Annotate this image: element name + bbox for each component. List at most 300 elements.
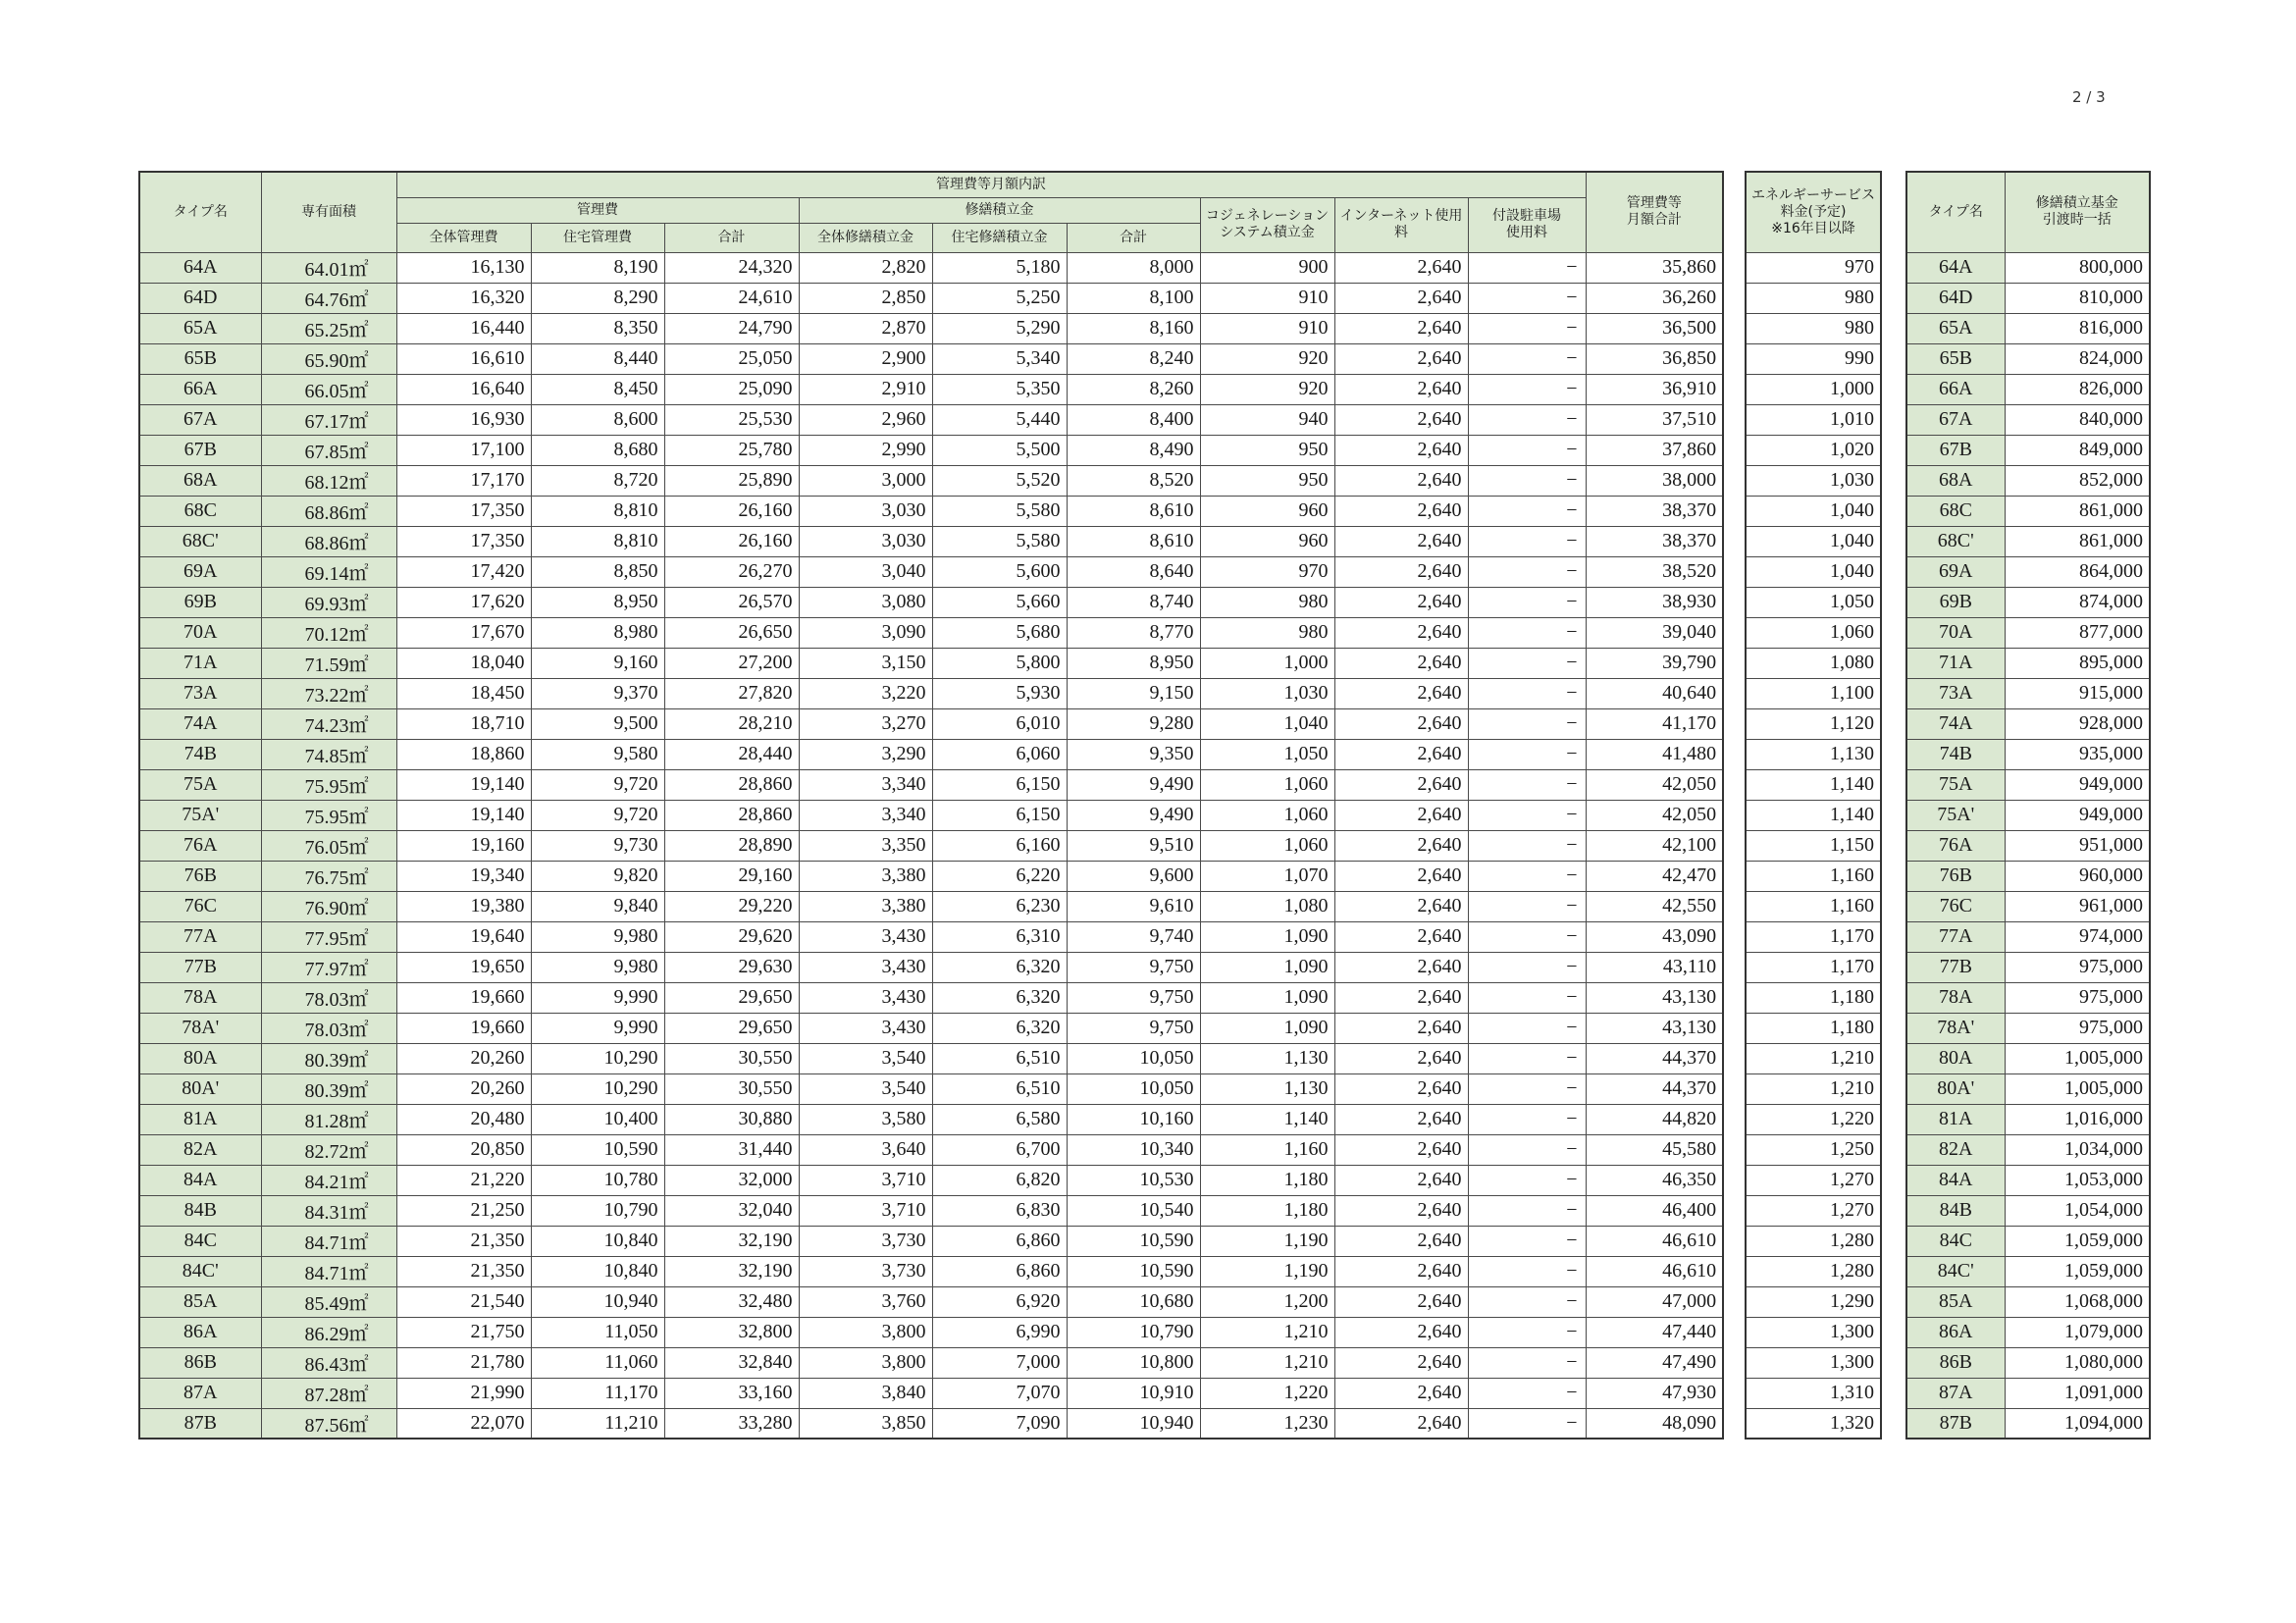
- cell-repair-sum: 9,740: [1067, 921, 1200, 952]
- table-row: [1906, 1013, 2150, 1043]
- cell-type-name: 68C: [1906, 496, 2005, 526]
- cell-mgmt-residential: 9,730: [531, 830, 664, 861]
- cell-parking: −: [1468, 283, 1586, 313]
- cell-monthly-total: 46,610: [1586, 1226, 1723, 1256]
- cell-mgmt-overall: 17,670: [396, 617, 531, 648]
- cell-mgmt-residential: 10,400: [531, 1104, 664, 1134]
- cell-parking: −: [1468, 496, 1586, 526]
- cell-mgmt-overall: 22,070: [396, 1408, 531, 1439]
- table-row: [1906, 617, 2150, 648]
- cell-mgmt-overall: 19,140: [396, 800, 531, 830]
- area-value: 69.93: [304, 594, 349, 615]
- cell-energy-fee: 1,010: [1746, 404, 1881, 435]
- cell-repair-fund: 961,000: [2005, 891, 2150, 921]
- cell-cogeneration: 1,060: [1200, 830, 1334, 861]
- cell-mgmt-overall: 16,130: [396, 252, 531, 283]
- cell-cogeneration: 1,190: [1200, 1226, 1334, 1256]
- cell-mgmt-residential: 10,790: [531, 1195, 664, 1226]
- header-fund-type-name: タイプ名: [1906, 172, 2005, 252]
- cell-area: [261, 404, 396, 435]
- cell-repair-residential: 6,860: [932, 1226, 1067, 1256]
- table-row: [1746, 252, 1881, 283]
- cell-repair-overall: 3,800: [799, 1347, 932, 1378]
- cell-energy-fee: 1,060: [1746, 617, 1881, 648]
- cell-type-name: 84C': [139, 1256, 261, 1286]
- cell-parking: −: [1468, 556, 1586, 587]
- cell-mgmt-sum: 33,280: [664, 1408, 799, 1439]
- cell-area: [261, 921, 396, 952]
- table-row: [139, 556, 1723, 587]
- cell-repair-overall: 3,730: [799, 1226, 932, 1256]
- table-row: [139, 800, 1723, 830]
- header-type-name: タイプ名: [139, 172, 261, 252]
- area-value: 80.39: [304, 1050, 349, 1072]
- cell-energy-fee: 1,180: [1746, 1013, 1881, 1043]
- cell-mgmt-overall: 19,160: [396, 830, 531, 861]
- table-row: [139, 1104, 1723, 1134]
- cell-area: [261, 283, 396, 313]
- cell-energy-fee: 1,280: [1746, 1256, 1881, 1286]
- cell-mgmt-sum: 32,000: [664, 1165, 799, 1195]
- cell-mgmt-overall: 21,750: [396, 1317, 531, 1347]
- cell-repair-fund: 949,000: [2005, 800, 2150, 830]
- cell-mgmt-overall: 17,620: [396, 587, 531, 617]
- cell-type-name: 77A: [1906, 921, 2005, 952]
- cell-type-name: 86A: [1906, 1317, 2005, 1347]
- cell-energy-fee: 1,030: [1746, 465, 1881, 496]
- cell-repair-residential: 7,090: [932, 1408, 1067, 1439]
- cell-parking: −: [1468, 1073, 1586, 1104]
- cell-repair-fund: 840,000: [2005, 404, 2150, 435]
- cell-energy-fee: 1,120: [1746, 708, 1881, 739]
- cell-internet: 2,640: [1334, 1347, 1468, 1378]
- cell-type-name: 64A: [1906, 252, 2005, 283]
- cell-repair-sum: 9,490: [1067, 800, 1200, 830]
- table-row: [139, 374, 1723, 404]
- table-row: [1746, 343, 1881, 374]
- cell-repair-residential: 6,700: [932, 1134, 1067, 1165]
- cell-parking: −: [1468, 739, 1586, 769]
- area-value: 86.43: [304, 1354, 349, 1376]
- cell-parking: −: [1468, 1408, 1586, 1439]
- cell-repair-fund: 1,016,000: [2005, 1104, 2150, 1134]
- cell-monthly-total: 38,930: [1586, 587, 1723, 617]
- header-energy-service: エネルギーサービス 料金(予定) ※16年目以降: [1746, 172, 1881, 252]
- cell-monthly-total: 43,110: [1586, 952, 1723, 982]
- cell-type-name: 66A: [139, 374, 261, 404]
- cell-repair-overall: 2,850: [799, 283, 932, 313]
- cell-internet: 2,640: [1334, 1378, 1468, 1408]
- table-row: [1746, 1195, 1881, 1226]
- cell-repair-fund: 1,091,000: [2005, 1378, 2150, 1408]
- table-row: [1746, 1408, 1881, 1439]
- cell-repair-sum: 9,750: [1067, 982, 1200, 1013]
- cell-repair-overall: 3,030: [799, 496, 932, 526]
- cell-energy-fee: 970: [1746, 252, 1881, 283]
- header-area: 専有面積: [261, 172, 396, 252]
- cell-monthly-total: 46,610: [1586, 1256, 1723, 1286]
- cell-mgmt-sum: 29,160: [664, 861, 799, 891]
- cell-type-name: 65B: [139, 343, 261, 374]
- cell-repair-sum: 8,240: [1067, 343, 1200, 374]
- cell-parking: −: [1468, 678, 1586, 708]
- cell-area: [261, 678, 396, 708]
- area-unit: ㎡: [348, 715, 369, 737]
- cell-repair-overall: 3,710: [799, 1165, 932, 1195]
- table-row: [1906, 708, 2150, 739]
- table-row: [1746, 1013, 1881, 1043]
- cell-repair-fund: 861,000: [2005, 526, 2150, 556]
- cell-cogeneration: 1,140: [1200, 1104, 1334, 1134]
- cell-mgmt-overall: 19,660: [396, 1013, 531, 1043]
- table-row: [139, 283, 1723, 313]
- cell-parking: −: [1468, 1317, 1586, 1347]
- cell-repair-fund: 816,000: [2005, 313, 2150, 343]
- cell-area: [261, 1104, 396, 1134]
- cell-cogeneration: 1,030: [1200, 678, 1334, 708]
- cell-cogeneration: 1,060: [1200, 800, 1334, 830]
- area-unit: ㎡: [348, 989, 369, 1011]
- cell-repair-overall: 3,220: [799, 678, 932, 708]
- cell-repair-sum: 10,050: [1067, 1043, 1200, 1073]
- cell-repair-fund: 861,000: [2005, 496, 2150, 526]
- cell-parking: −: [1468, 374, 1586, 404]
- cell-repair-residential: 6,320: [932, 952, 1067, 982]
- area-unit: ㎡: [348, 685, 369, 707]
- cell-mgmt-overall: 16,930: [396, 404, 531, 435]
- cell-type-name: 84A: [139, 1165, 261, 1195]
- area-unit: ㎡: [348, 1141, 369, 1163]
- table-row: [1906, 861, 2150, 891]
- cell-mgmt-overall: 19,640: [396, 921, 531, 952]
- cell-repair-overall: 2,910: [799, 374, 932, 404]
- cell-monthly-total: 42,470: [1586, 861, 1723, 891]
- cell-repair-residential: 5,580: [932, 526, 1067, 556]
- cell-type-name: 71A: [1906, 648, 2005, 678]
- cell-mgmt-sum: 25,780: [664, 435, 799, 465]
- table-row: [1746, 313, 1881, 343]
- table-row: [139, 1195, 1723, 1226]
- cell-energy-fee: 1,180: [1746, 982, 1881, 1013]
- cell-type-name: 86B: [139, 1347, 261, 1378]
- cell-repair-fund: 935,000: [2005, 739, 2150, 769]
- cell-monthly-total: 46,400: [1586, 1195, 1723, 1226]
- cell-mgmt-residential: 8,980: [531, 617, 664, 648]
- cell-monthly-total: 41,170: [1586, 708, 1723, 739]
- cell-type-name: 86B: [1906, 1347, 2005, 1378]
- table-row: [1746, 435, 1881, 465]
- area-unit: ㎡: [348, 1324, 369, 1345]
- table-row: [139, 769, 1723, 800]
- cell-type-name: 78A': [139, 1013, 261, 1043]
- cell-energy-fee: 1,220: [1746, 1104, 1881, 1134]
- cell-type-name: 66A: [1906, 374, 2005, 404]
- cell-type-name: 68A: [139, 465, 261, 496]
- area-unit: ㎡: [348, 807, 369, 828]
- cell-parking: −: [1468, 1347, 1586, 1378]
- cell-repair-fund: 951,000: [2005, 830, 2150, 861]
- cell-type-name: 74A: [139, 708, 261, 739]
- cell-cogeneration: 1,220: [1200, 1378, 1334, 1408]
- cell-repair-residential: 6,510: [932, 1043, 1067, 1073]
- cell-repair-sum: 10,790: [1067, 1317, 1200, 1347]
- cell-monthly-total: 42,100: [1586, 830, 1723, 861]
- table-row: [1746, 283, 1881, 313]
- cell-repair-fund: 852,000: [2005, 465, 2150, 496]
- header-repair-fund: 修繕積立基金 引渡時一括: [2005, 172, 2150, 252]
- table-row: [139, 1408, 1723, 1439]
- cell-mgmt-overall: 16,440: [396, 313, 531, 343]
- table-row: [139, 1073, 1723, 1104]
- cell-cogeneration: 980: [1200, 617, 1334, 648]
- area-unit: ㎡: [348, 1111, 369, 1132]
- cell-repair-fund: 1,034,000: [2005, 1134, 2150, 1165]
- cell-repair-overall: 3,540: [799, 1043, 932, 1073]
- table-row: [1906, 1165, 2150, 1195]
- cell-area: [261, 1408, 396, 1439]
- cell-repair-fund: 960,000: [2005, 861, 2150, 891]
- cell-mgmt-sum: 24,320: [664, 252, 799, 283]
- cell-energy-fee: 1,020: [1746, 435, 1881, 465]
- cell-repair-sum: 9,510: [1067, 830, 1200, 861]
- area-unit: ㎡: [348, 867, 369, 889]
- cell-type-name: 78A': [1906, 1013, 2005, 1043]
- cell-mgmt-sum: 26,160: [664, 496, 799, 526]
- table-row: [1746, 830, 1881, 861]
- cell-parking: −: [1468, 252, 1586, 283]
- area-value: 66.05: [304, 381, 349, 402]
- cell-type-name: 80A: [1906, 1043, 2005, 1073]
- cell-type-name: 69A: [139, 556, 261, 587]
- cell-mgmt-overall: 16,320: [396, 283, 531, 313]
- cell-monthly-total: 40,640: [1586, 678, 1723, 708]
- cell-energy-fee: 1,100: [1746, 678, 1881, 708]
- cell-type-name: 82A: [139, 1134, 261, 1165]
- cell-repair-fund: 1,068,000: [2005, 1286, 2150, 1317]
- table-row: [1746, 1378, 1881, 1408]
- cell-repair-residential: 6,230: [932, 891, 1067, 921]
- cell-mgmt-residential: 9,720: [531, 769, 664, 800]
- cell-cogeneration: 1,230: [1200, 1408, 1334, 1439]
- cell-monthly-total: 48,090: [1586, 1408, 1723, 1439]
- area-value: 75.95: [304, 776, 349, 798]
- table-row: [1906, 982, 2150, 1013]
- cell-repair-residential: 6,320: [932, 1013, 1067, 1043]
- table-row: [139, 861, 1723, 891]
- header-internet: インターネット使用 料: [1334, 197, 1468, 252]
- cell-monthly-total: 47,490: [1586, 1347, 1723, 1378]
- cell-type-name: 74B: [139, 739, 261, 769]
- cell-repair-overall: 3,430: [799, 921, 932, 952]
- cell-repair-sum: 8,520: [1067, 465, 1200, 496]
- table-row: [1746, 1226, 1881, 1256]
- cell-repair-sum: 8,100: [1067, 283, 1200, 313]
- table-row: [139, 678, 1723, 708]
- cell-monthly-total: 36,500: [1586, 313, 1723, 343]
- cell-mgmt-overall: 19,380: [396, 891, 531, 921]
- cell-mgmt-residential: 10,290: [531, 1043, 664, 1073]
- cell-mgmt-residential: 9,500: [531, 708, 664, 739]
- cell-type-name: 68C': [139, 526, 261, 556]
- cell-internet: 2,640: [1334, 982, 1468, 1013]
- cell-monthly-total: 41,480: [1586, 739, 1723, 769]
- cell-repair-fund: 1,094,000: [2005, 1408, 2150, 1439]
- cell-repair-residential: 6,310: [932, 921, 1067, 952]
- area-unit: ㎡: [348, 1263, 369, 1284]
- cell-area: [261, 617, 396, 648]
- cell-repair-residential: 5,440: [932, 404, 1067, 435]
- cell-type-name: 75A: [139, 769, 261, 800]
- table-row: [1906, 800, 2150, 830]
- cell-energy-fee: 1,050: [1746, 587, 1881, 617]
- table-row: [139, 1317, 1723, 1347]
- table-row: [1906, 496, 2150, 526]
- cell-type-name: 80A: [139, 1043, 261, 1073]
- area-value: 76.05: [304, 837, 349, 859]
- cell-repair-fund: 975,000: [2005, 982, 2150, 1013]
- cell-area: [261, 708, 396, 739]
- cell-monthly-total: 43,130: [1586, 1013, 1723, 1043]
- cell-internet: 2,640: [1334, 891, 1468, 921]
- cell-repair-overall: 3,350: [799, 830, 932, 861]
- table-row: [1906, 1317, 2150, 1347]
- cell-mgmt-overall: 21,350: [396, 1226, 531, 1256]
- cell-monthly-total: 47,440: [1586, 1317, 1723, 1347]
- cell-monthly-total: 42,050: [1586, 769, 1723, 800]
- area-unit: ㎡: [348, 411, 369, 433]
- area-value: 68.12: [304, 472, 349, 494]
- cell-mgmt-sum: 32,800: [664, 1317, 799, 1347]
- cell-type-name: 64D: [1906, 283, 2005, 313]
- cell-repair-residential: 6,150: [932, 800, 1067, 830]
- cell-monthly-total: 36,910: [1586, 374, 1723, 404]
- cell-parking: −: [1468, 526, 1586, 556]
- cell-internet: 2,640: [1334, 374, 1468, 404]
- cell-mgmt-residential: 9,990: [531, 1013, 664, 1043]
- page-number: 2 / 3: [2072, 88, 2106, 106]
- area-value: 84.21: [304, 1172, 349, 1193]
- area-value: 84.71: [304, 1263, 349, 1284]
- table-row: [1746, 1165, 1881, 1195]
- area-unit: ㎡: [348, 563, 369, 585]
- area-unit: ㎡: [348, 1020, 369, 1041]
- cell-mgmt-sum: 30,550: [664, 1043, 799, 1073]
- cell-repair-residential: 6,010: [932, 708, 1067, 739]
- cell-mgmt-overall: 16,610: [396, 343, 531, 374]
- cell-monthly-total: 36,260: [1586, 283, 1723, 313]
- cell-monthly-total: 44,370: [1586, 1073, 1723, 1104]
- area-unit: ㎡: [348, 1232, 369, 1254]
- table-row: [139, 404, 1723, 435]
- cell-mgmt-sum: 29,630: [664, 952, 799, 982]
- cell-energy-fee: 980: [1746, 283, 1881, 313]
- cell-parking: −: [1468, 769, 1586, 800]
- cell-repair-sum: 8,770: [1067, 617, 1200, 648]
- area-value: 67.85: [304, 442, 349, 463]
- cell-type-name: 64A: [139, 252, 261, 283]
- cell-mgmt-sum: 31,440: [664, 1134, 799, 1165]
- cell-internet: 2,640: [1334, 1104, 1468, 1134]
- cell-area: [261, 252, 396, 283]
- cell-parking: −: [1468, 343, 1586, 374]
- cell-repair-fund: 1,059,000: [2005, 1256, 2150, 1286]
- cell-repair-overall: 3,040: [799, 556, 932, 587]
- table-row: [139, 496, 1723, 526]
- cell-repair-fund: 1,054,000: [2005, 1195, 2150, 1226]
- cell-type-name: 78A: [1906, 982, 2005, 1013]
- cell-repair-fund: 974,000: [2005, 921, 2150, 952]
- table-row: [1906, 1104, 2150, 1134]
- table-row: [1906, 252, 2150, 283]
- cell-cogeneration: 1,090: [1200, 921, 1334, 952]
- cell-parking: −: [1468, 617, 1586, 648]
- cell-energy-fee: 1,000: [1746, 374, 1881, 404]
- energy-service-table-body: [1746, 252, 1881, 1439]
- cell-cogeneration: 980: [1200, 587, 1334, 617]
- cell-type-name: 65A: [1906, 313, 2005, 343]
- table-row: [1746, 800, 1881, 830]
- cell-area: [261, 343, 396, 374]
- area-unit: ㎡: [348, 289, 369, 311]
- area-unit: ㎡: [348, 472, 369, 494]
- cell-monthly-total: 38,520: [1586, 556, 1723, 587]
- cell-mgmt-residential: 9,980: [531, 952, 664, 982]
- area-value: 73.22: [304, 685, 349, 707]
- cell-mgmt-overall: 16,640: [396, 374, 531, 404]
- cell-area: [261, 313, 396, 343]
- cell-energy-fee: 1,300: [1746, 1317, 1881, 1347]
- cell-area: [261, 1347, 396, 1378]
- cell-area: [261, 1013, 396, 1043]
- cell-repair-overall: 3,150: [799, 648, 932, 678]
- cell-internet: 2,640: [1334, 1317, 1468, 1347]
- cell-mgmt-overall: 20,260: [396, 1043, 531, 1073]
- cell-type-name: 87B: [1906, 1408, 2005, 1439]
- cell-internet: 2,640: [1334, 526, 1468, 556]
- cell-repair-sum: 8,610: [1067, 496, 1200, 526]
- cell-mgmt-overall: 19,140: [396, 769, 531, 800]
- cell-parking: −: [1468, 830, 1586, 861]
- table-row: [1746, 1256, 1881, 1286]
- cell-repair-sum: 9,750: [1067, 952, 1200, 982]
- cell-type-name: 80A': [1906, 1073, 2005, 1104]
- cell-cogeneration: 1,160: [1200, 1134, 1334, 1165]
- cell-mgmt-sum: 32,480: [664, 1286, 799, 1317]
- table-row: [1906, 891, 2150, 921]
- area-unit: ㎡: [348, 533, 369, 554]
- cell-area: [261, 1165, 396, 1195]
- cell-mgmt-sum: 32,190: [664, 1256, 799, 1286]
- cell-repair-residential: 6,150: [932, 769, 1067, 800]
- cell-mgmt-residential: 9,820: [531, 861, 664, 891]
- cell-internet: 2,640: [1334, 648, 1468, 678]
- cell-repair-residential: 5,250: [932, 283, 1067, 313]
- cell-internet: 2,640: [1334, 1134, 1468, 1165]
- cell-mgmt-residential: 10,840: [531, 1256, 664, 1286]
- cell-mgmt-sum: 29,220: [664, 891, 799, 921]
- cell-repair-fund: 1,059,000: [2005, 1226, 2150, 1256]
- cell-repair-fund: 810,000: [2005, 283, 2150, 313]
- area-unit: ㎡: [348, 837, 369, 859]
- cell-repair-fund: 1,053,000: [2005, 1165, 2150, 1195]
- cell-mgmt-sum: 24,610: [664, 283, 799, 313]
- cell-type-name: 65B: [1906, 343, 2005, 374]
- cell-cogeneration: 1,040: [1200, 708, 1334, 739]
- cell-repair-fund: 975,000: [2005, 1013, 2150, 1043]
- cell-repair-residential: 6,860: [932, 1256, 1067, 1286]
- cell-monthly-total: 43,090: [1586, 921, 1723, 952]
- cell-repair-sum: 9,750: [1067, 1013, 1200, 1043]
